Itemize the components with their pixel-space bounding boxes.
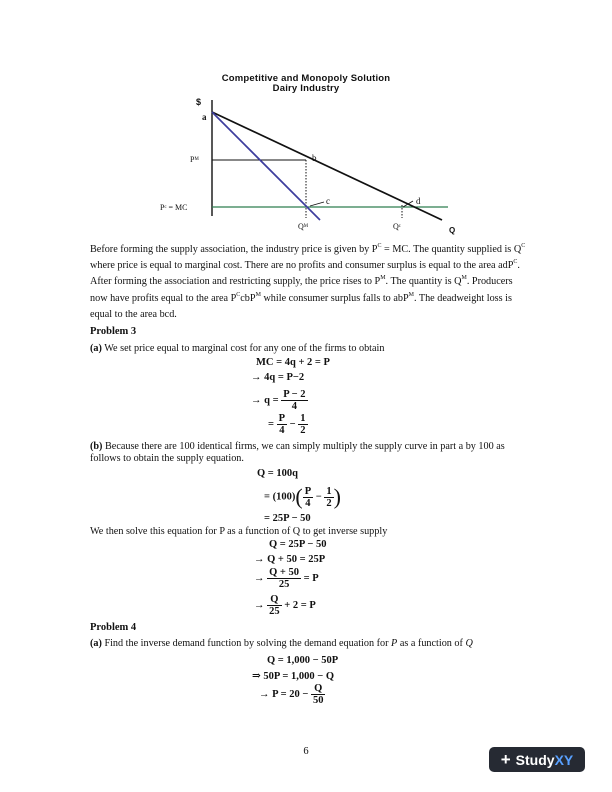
- plus-icon: +: [500, 750, 511, 769]
- x-axis-label: Q: [449, 226, 456, 235]
- explanation-paragraph: Before forming the supply association, the industry price is given by $P^C$ = MC. The quantity supplied is $Q^C$ where price is equal to marginal cost. There are no profits and consumer surplus is equal to the area adP$^C$. After forming the association and restricting supply, the price rises to $P^M$. The quantity is $Q^M$. Producers now have profits equal to the area $P^CcbP^M$ while consumer surplus falls to abP$^M$. The deadweight loss is equal to the area bcd.: [90, 243, 526, 320]
- equation-p-fraction: → $\frac{Q + 50}{25}$ = P: [254, 567, 319, 590]
- competitive-quantity-label: Qᶜ: [393, 222, 401, 231]
- equation-q-100q: Q = 100q: [257, 468, 298, 479]
- equation-q-simplified: = $\frac{P}{4}$ − $\frac{1}{2}$: [268, 413, 306, 436]
- monopoly-price-label: Pᴹ: [190, 155, 199, 164]
- point-c-label: c: [326, 196, 330, 206]
- problem-3b-text: (b) Because there are 100 identical firms, we can simply multiply the supply curve in part a by 100 as follows to obtain the supply equation.: [90, 441, 505, 464]
- y-axis-label: $: [196, 97, 202, 107]
- problem-3a-text: (a) We set price equal to marginal cost for any one of the firms to obtain: [90, 343, 385, 354]
- equation-50p: ⇒ 50P = 1,000 − Q: [252, 671, 335, 682]
- equation-q-plus-50: → Q + 50 = 25P: [254, 554, 326, 565]
- problem-3-heading: Problem 3: [90, 326, 137, 337]
- equation-supply-restate: Q = 25P − 50: [269, 539, 327, 550]
- marginal-revenue-line: [212, 112, 320, 220]
- studyxy-badge[interactable]: [489, 747, 585, 772]
- equation-4q: → 4q = P−2: [251, 372, 305, 383]
- equation-q-fraction: → q = $\frac{P - 2}{4}$: [251, 389, 306, 412]
- chart-title-line1: Competitive and Monopoly Solution: [221, 73, 391, 84]
- c-pointer: [310, 202, 324, 206]
- page-number: 6: [303, 746, 309, 757]
- equation-inverse-supply: → $\frac{Q}{25}$ + 2 = P: [254, 594, 316, 617]
- monopoly-quantity-label: Qᴹ: [298, 222, 309, 231]
- chart-title-line2: Dairy Industry: [272, 83, 340, 94]
- equation-demand: Q = 1,000 − 50P: [267, 655, 339, 666]
- competitive-price-label: Pᶜ = MC: [160, 203, 188, 212]
- equation-supply-result: = 25P − 50: [264, 513, 311, 524]
- point-b-label: b: [312, 153, 317, 163]
- problem-4a-text: (a) Find the inverse demand function by solving the demand equation for P as a function of Q: [90, 638, 473, 649]
- problem-4-heading: Problem 4: [90, 622, 137, 633]
- brand-name: StudyXY: [515, 751, 574, 768]
- equation-mc: MC = 4q + 2 = P: [256, 357, 330, 368]
- inverse-supply-text: We then solve this equation for P as a function of Q to get inverse supply: [90, 526, 388, 537]
- equation-inverse-demand: → P = 20 − $\frac{Q}{50}$: [259, 683, 324, 706]
- point-a-label: a: [202, 112, 207, 122]
- point-d-label: d: [416, 196, 421, 206]
- equation-supply-fraction: = (100)( $\frac{P}{4}$ − $\frac{1}{2}$ ): [264, 484, 341, 509]
